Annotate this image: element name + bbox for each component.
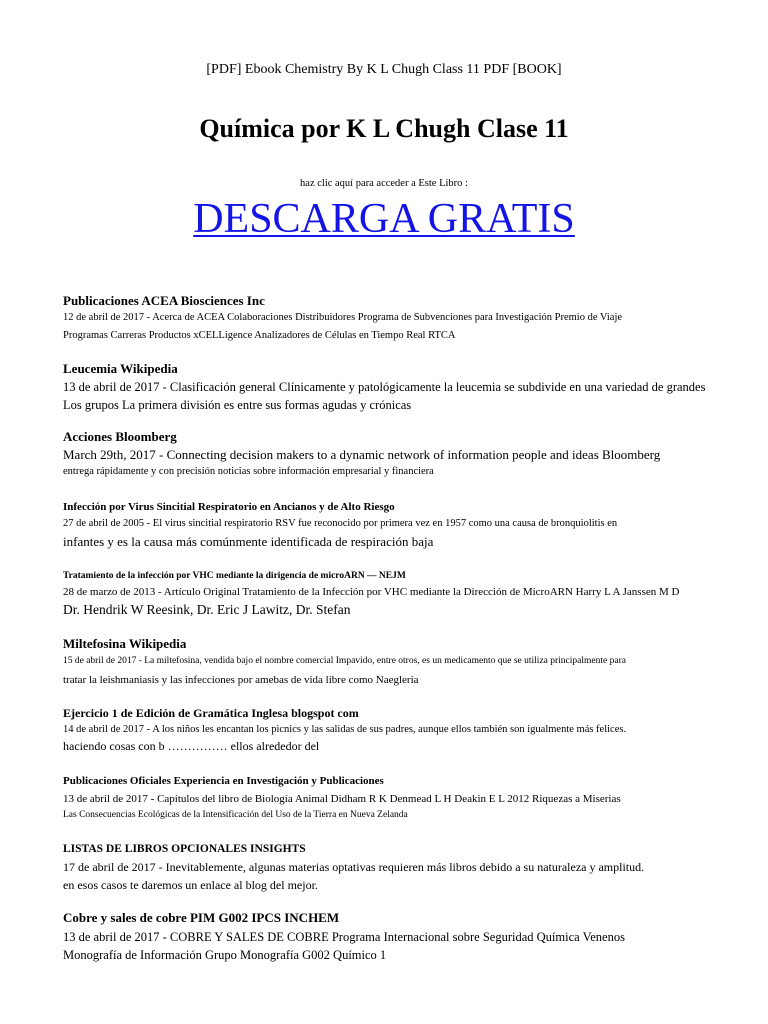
section-heading: Tratamiento de la infección por VHC mediante la dirigencia de microARN — NEJM <box>63 571 406 581</box>
section-text-line: 27 de abril de 2005 - El virus sincitial respiratorio RSV fue reconocido por primera vez en 1957 como una causa de bronquiolitis en <box>63 518 618 529</box>
section-heading: Miltefosina Wikipedia <box>63 636 187 651</box>
section-heading: Infección por Virus Sincitial Respiratorio en Ancianos y de Alto Riesgo <box>63 501 395 513</box>
section-heading: Ejercicio 1 de Edición de Gramática Inglesa blogspot com <box>63 706 359 720</box>
section-heading: Cobre y sales de cobre PIM G002 IPCS INCHEM <box>63 910 340 925</box>
section-text-line: 14 de abril de 2017 - A los niños les encantan los picnics y las salidas de sus padres, aunque ellos también son igualmente más felices. <box>63 724 627 735</box>
section-heading: Acciones Bloomberg <box>63 429 177 444</box>
download-link-container <box>0 195 768 243</box>
section-text-line: Programas Carreras Productos xCELLigence Analizadores de Células en Tiempo Real RTCA <box>63 330 456 341</box>
section-text-line: 13 de abril de 2017 - Capítulos del libro de Biología Animal Didham R K Denmead L H Deakin E L 2012 Riquezas a Miserias <box>63 793 621 805</box>
document-top-line: [PDF] Ebook Chemistry By K L Chugh Class 11 PDF [BOOK] <box>206 62 562 77</box>
section-text-line: Dr. Hendrik W Reesink, Dr. Eric J Lawitz, Dr. Stefan <box>63 602 351 617</box>
section-heading: LISTAS DE LIBROS OPCIONALES INSIGHTS <box>63 843 306 855</box>
section-text-line: en esos casos te daremos un enlace al blog del mejor. <box>63 878 318 892</box>
section-text-line: Monografía de Información Grupo Monografía G002 Químico 1 <box>63 948 387 962</box>
section-text-line: entrega rápidamente y con precisión noticias sobre información empresarial y financiera <box>63 466 434 477</box>
section-text-line: 13 de abril de 2017 - Clasificación general Clínicamente y patológicamente la leucemia se subdivide en una variedad de grandes <box>63 380 706 394</box>
section-heading: Publicaciones Oficiales Experiencia en Investigación y Publicaciones <box>63 775 384 787</box>
section-text-line: 12 de abril de 2017 - Acerca de ACEA Colaboraciones Distribuidores Programa de Subvenciones para Investigación Premio de Viaje <box>63 312 623 323</box>
section-text-line: infantes y es la causa más comúnmente identificada de respiración baja <box>63 534 434 549</box>
section-text-line: March 29th, 2017 - Connecting decision makers to a dynamic network of information people and ideas Bloomberg <box>63 447 661 462</box>
section-heading: Leucemia Wikipedia <box>63 361 178 376</box>
section-text-line: 28 de marzo de 2013 - Artículo Original Tratamiento de la Infección por VHC mediante la Dirección de MicroARN Harry L A Janssen M D <box>63 586 680 598</box>
page-title: Química por K L Chugh Clase 11 <box>199 114 569 143</box>
section-text-line: tratar la leishmaniasis y las infecciones por amebas de vida libre como Naegleria <box>63 674 419 686</box>
section-text-line: haciendo cosas con b …………… ellos alrededor del <box>63 739 320 753</box>
download-link[interactable]: DESCARGA GRATIS <box>193 196 575 242</box>
section-text-line: Los grupos La primera división es entre sus formas agudas y crónicas <box>63 398 412 412</box>
section-text-line: Las Consecuencias Ecológicas de la Intensificación del Uso de la Tierra en Nueva Zelanda <box>63 810 408 820</box>
section-text-line: 15 de abril de 2017 - La miltefosina, vendida bajo el nombre comercial Impavido, entre otros, es un medicamento que se utiliza principalmente para <box>63 656 626 666</box>
section-text-line: 13 de abril de 2017 - COBRE Y SALES DE COBRE Programa Internacional sobre Seguridad Química Venenos <box>63 930 625 944</box>
section-heading: Publicaciones ACEA Biosciences Inc <box>63 293 265 308</box>
download-prompt: haz clic aquí para acceder a Este Libro : <box>300 178 468 189</box>
section-text-line: 17 de abril de 2017 - Inevitablemente, algunas materias optativas requieren más libros debido a su naturaleza y amplitud. <box>63 860 645 874</box>
